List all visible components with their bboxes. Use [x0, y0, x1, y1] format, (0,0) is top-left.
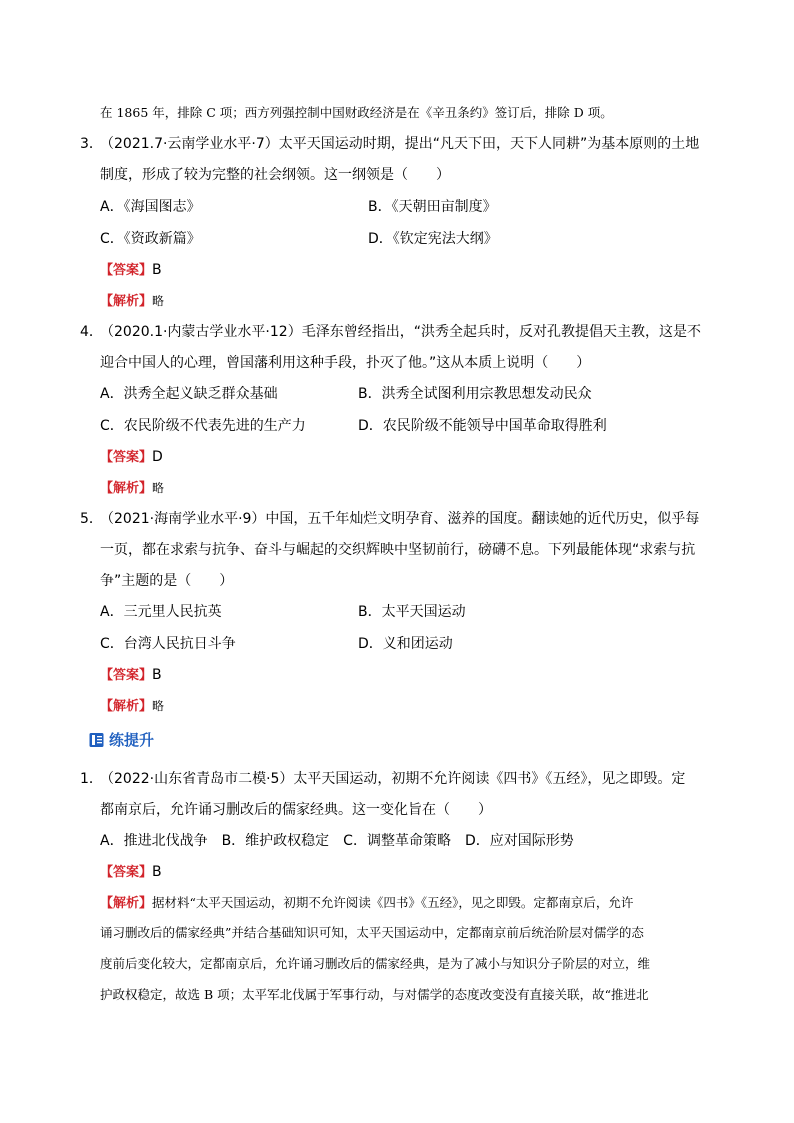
answer-value: B [152, 864, 162, 880]
section-heading [89, 729, 154, 750]
analysis-line [100, 695, 164, 714]
answer-tag: 【答案】 [100, 865, 153, 880]
answer-value: B [152, 667, 162, 683]
analysis-tag: 【解析】 [100, 481, 153, 496]
option-b: B．洪秀全试图利用宗教思想发动民众 [358, 386, 592, 402]
intro-text: 在 1865 年，排除 C 项；西方列强控制中国财政经济是在《辛丑条约》签订后，排除 D 项。 [100, 105, 613, 120]
question-stem: （2021.7·云南学业水平·7）太平天国运动时期，提出“凡天下田，天下人同耕”为基本原则的土地 [100, 136, 700, 152]
question-stem: 一页，都在求索与抗争、奋斗与崛起的交织辉映中坚韧前行，磅礴不息。下列最能体现“求索与抗 [100, 542, 696, 558]
options-line: A．推进北伐战争 B．维护政权稳定 C．调整革命策略 D．应对国际形势 [100, 833, 574, 849]
answer-line [100, 446, 163, 465]
analysis-tag: 【解析】 [100, 294, 153, 309]
analysis-text: 护政权稳定，故选 B 项；太平军北伐属于军事行动，与对儒学的态度改变没有直接关联，故“推进北 [100, 987, 649, 1002]
question-number: 4． [80, 324, 103, 340]
question-stem: 制度，形成了较为完整的社会纲领。这一纲领是（ ） [100, 167, 450, 183]
question-number: 3． [80, 136, 103, 152]
question-stem: （2021·海南学业水平·9）中国，五千年灿烂文明孕育、滋养的国度。翻读她的近代历史，似乎每 [100, 511, 700, 527]
option-c: C．《资政新篇》 [100, 231, 201, 247]
answer-tag: 【答案】 [100, 263, 153, 278]
question-stem: （2020.1·内蒙古学业水平·12）毛泽东曾经指出，“洪秀全起兵时，反对孔教提倡天主教，这是不 [100, 324, 701, 340]
analysis-text: 度前后变化较大，定都南京后，允许诵习删改后的儒家经典，是为了减小与知识分子阶层的对立，维 [100, 956, 651, 971]
question-number: 1． [80, 771, 103, 787]
analysis-text: 诵习删改后的儒家经典”并结合基础知识可知，太平天国运动中，定都南京前后统治阶层对儒学的态 [100, 925, 644, 940]
option-d: D．《钦定宪法大纲》 [368, 231, 498, 247]
question-stem: 迎合中国人的心理，曾国藩利用这种手段，扑灭了他。”这从本质上说明（ ） [100, 355, 591, 371]
analysis-text: 略 [152, 294, 165, 308]
analysis-line [100, 290, 164, 309]
option-c: C．农民阶级不代表先进的生产力 [100, 418, 306, 434]
answer-tag: 【答案】 [100, 450, 153, 465]
analysis-tag: 【解析】 [100, 699, 153, 714]
option-b: B．太平天国运动 [358, 604, 466, 620]
analysis-text: 据材料“太平天国运动，初期不允许阅读《四书》《五经》，见之即毁。定都南京后，允许 [152, 895, 634, 910]
question-stem: 都南京后，允许诵习删改后的儒家经典。这一变化旨在（ ） [100, 802, 492, 818]
question-number: 5． [80, 511, 103, 527]
analysis-line [100, 477, 164, 496]
book-icon [89, 732, 104, 748]
analysis-text: 略 [152, 481, 165, 495]
analysis-text: 略 [152, 699, 165, 713]
answer-tag: 【答案】 [100, 668, 153, 683]
option-b: B．《天朝田亩制度》 [368, 199, 497, 215]
answer-line [100, 664, 162, 683]
option-d: D．农民阶级不能领导中国革命取得胜利 [358, 418, 607, 434]
answer-line [100, 861, 162, 880]
section-title: 练提升 [109, 731, 155, 749]
question-stem: （2022·山东省青岛市二模·5）太平天国运动，初期不允许阅读《四书》《五经》，见之即毁。定 [100, 771, 686, 787]
answer-value: B [152, 262, 162, 278]
option-a: A．洪秀全起义缺乏群众基础 [100, 386, 278, 402]
answer-line [100, 259, 162, 278]
option-d: D．义和团运动 [358, 636, 453, 652]
option-a: A．三元里人民抗英 [100, 604, 222, 620]
answer-value: D [152, 449, 163, 465]
option-a: A．《海国图志》 [100, 199, 201, 215]
question-stem: 争”主题的是（ ） [100, 573, 234, 589]
analysis-line [100, 892, 633, 911]
option-c: C．台湾人民抗日斗争 [100, 636, 236, 652]
analysis-tag: 【解析】 [100, 896, 153, 911]
